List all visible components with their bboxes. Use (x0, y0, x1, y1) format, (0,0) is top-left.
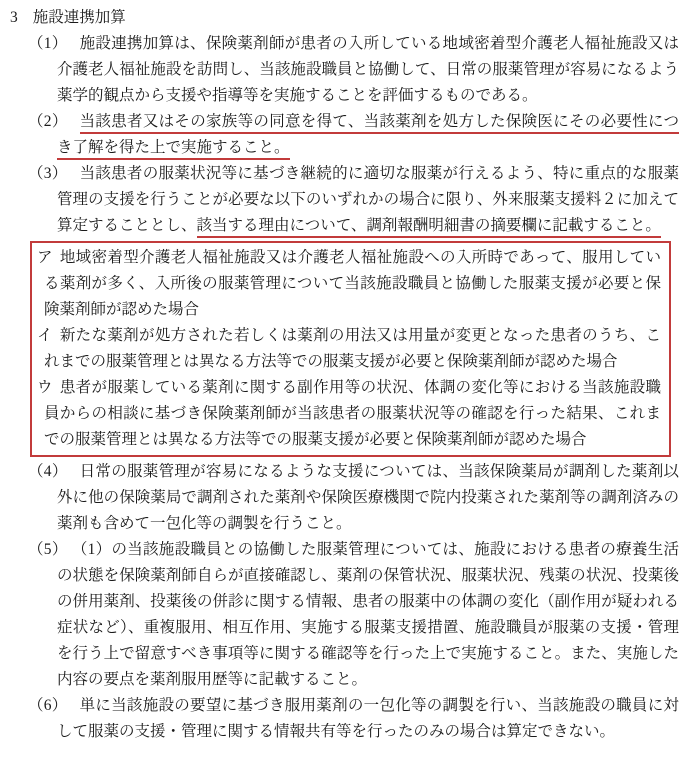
clause-1 (0, 31, 693, 109)
condition-i-text: 新たな薬剤が処方された若しくは薬剤の用法又は用量が変更となった患者のうち、これまでの服薬管理とは異なる方法等での服薬支援が必要と保険薬剤師が認めた場合 (44, 327, 661, 370)
condition-a (32, 245, 661, 323)
clause-5 (0, 537, 693, 693)
condition-i (32, 323, 661, 375)
condition-u (32, 375, 661, 453)
condition-u-marker: ウ (37, 379, 53, 396)
clause-4-marker: （4） (28, 463, 68, 480)
clause-5-text: （1）の当該施設職員との協働した服薬管理については、施設における患者の療養生活の状態を保険薬剤師自らが直接確認し、薬剤の保管状況、服薬状況、残薬の状況、投薬後の併用薬剤、投薬後の併診に関する情報、患者の服薬中の体調の変化（副作用が疑われる症状など）、重複服用、相互作用、実施する服薬支援措置、施設職員が服薬の支援・管理を行う上で留意すべき事項等に関する確認等を行った上で実施すること。また、実施した内容の要点を薬剤服用歴等に記載すること。 (57, 541, 679, 688)
clause-6-text: 単に当該施設の要望に基づき服用薬剤の一包化等の調製を行い、当該施設の職員に対して服薬の支援・管理に関する情報共有等を行ったのみの場合は算定できない。 (57, 697, 679, 740)
clause-3-underlined-text: 該当する理由について、調剤報酬明細書の摘要欄に記載すること。 (197, 217, 661, 238)
clause-1-marker: （1） (28, 35, 68, 52)
clause-4-text: 日常の服薬管理が容易になるような支援については、当該保険薬局が調剤した薬剤以外に他の保険薬局で調剤された薬剤や保険医療機関で院内投薬された薬剤等の調剤済みの薬剤も含めて一包化等の調製を行うこと。 (57, 463, 679, 532)
clause-1-text: 施設連携加算は、保険薬剤師が患者の入所している地域密着型介護老人福祉施設又は介護老人福祉施設を訪問し、当該施設職員と協働して、日常の服薬管理が容易になるよう薬学的観点から支援や指導等を実施することを評価するものである。 (57, 35, 679, 104)
clause-4 (0, 459, 693, 537)
section-number: 3 (10, 9, 18, 26)
clause-5-marker: （5） (28, 541, 68, 558)
section-title: 施設連携加算 (32, 9, 126, 26)
clause-2-marker: （2） (28, 113, 68, 130)
clause-6-marker: （6） (28, 697, 68, 714)
clause-2 (0, 109, 693, 161)
condition-a-marker: ア (37, 249, 53, 266)
clause-3-marker: （3） (28, 165, 68, 182)
condition-u-text: 患者が服薬している薬剤に関する副作用等の状況、体調の変化等における当該施設職員からの相談に基づき保険薬剤師が当該患者の服薬状況等の確認を行った結果、これまでの服薬管理とは異なる方法等での服薬支援が必要と保険薬剤師が認めた場合 (44, 379, 661, 448)
condition-i-marker: イ (37, 327, 53, 344)
condition-a-text: 地域密着型介護老人福祉施設又は介護老人福祉施設への入所時であって、服用している薬剤が多く、入所後の服薬管理について当該施設職員と協働した服薬支援が必要と保険薬剤師が認めた場合 (44, 249, 661, 318)
clause-6 (0, 693, 693, 745)
clause-3-text: 当該患者の服薬状況等に基づき継続的に適切な服薬が行えるよう、特に重点的な服薬管理の支援を行うことが必要な以下のいずれかの場合に限り、外来服薬支援料２に加えて算定することとし、 (57, 165, 679, 234)
section-heading (0, 5, 693, 31)
highlighted-conditions-box (30, 241, 671, 457)
clause-2-underlined-text: 当該患者又はその家族等の同意を得て、当該薬剤を処方した保険医にその必要性につき了解を得た上で実施すること。 (57, 113, 679, 160)
clause-3 (0, 161, 693, 239)
